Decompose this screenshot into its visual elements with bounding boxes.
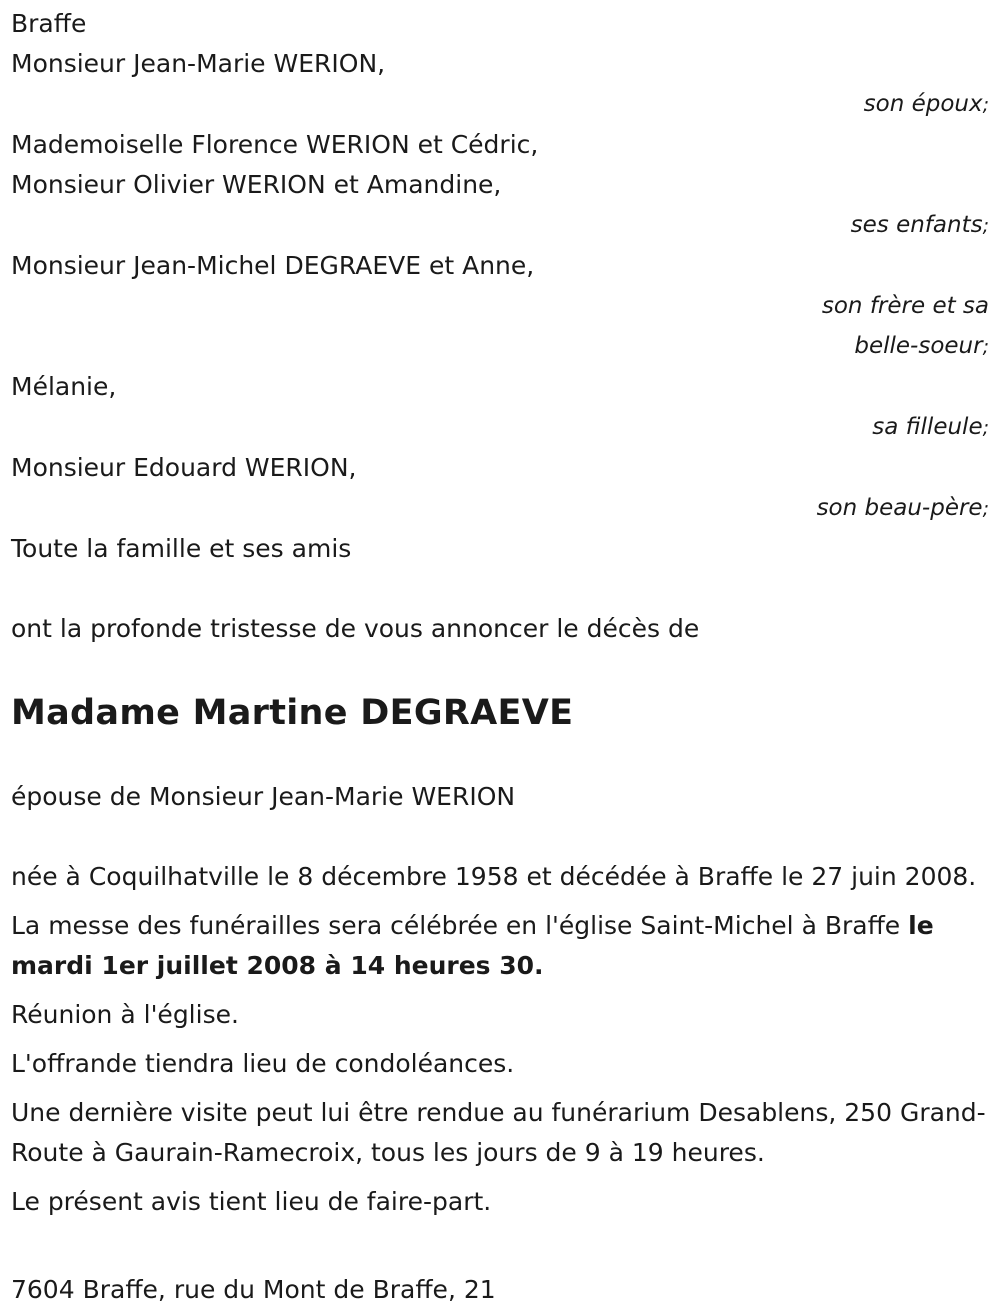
- husband-name: Monsieur Jean-Marie WERION,: [11, 49, 386, 78]
- offering-line: L'offrande tiendra lieu de condoléances.: [11, 1049, 515, 1078]
- address-line: 7604 Braffe, rue du Mont de Braffe, 21: [11, 1275, 496, 1304]
- brother-role-line-2: belle-soeur;: [854, 333, 989, 359]
- mass-paragraph: La messe des funérailles sera célébrée en l'église Saint-Michel à Braffe le mardi 1er juillet 2008 à 14 heures 30.: [11, 911, 934, 980]
- meeting-line: Réunion à l'église.: [11, 1000, 239, 1029]
- father-in-law-role: son beau-père;: [816, 495, 989, 521]
- mass-date: le mardi 1er juillet 2008 à 14 heures 30.: [11, 911, 934, 980]
- children-role: ses enfants;: [850, 212, 989, 238]
- child-1-name: Mademoiselle Florence WERION et Cédric,: [11, 130, 539, 159]
- brother-role-line-1: son frère et sa: [821, 293, 989, 319]
- announcement-intro: ont la profonde tristesse de vous annoncer le décès de: [11, 614, 700, 643]
- others-line: Toute la famille et ses amis: [11, 534, 352, 563]
- brother-name: Monsieur Jean-Michel DEGRAEVE et Anne,: [11, 251, 535, 280]
- goddaughter-role: sa filleule;: [872, 414, 989, 440]
- goddaughter-name: Mélanie,: [11, 372, 117, 401]
- visit-paragraph: Une dernière visite peut lui être rendue au funérarium Desablens, 250 Grand-Route à Gaurain-Ramecroix, tous les jours de 9 à 19 heures.: [11, 1098, 986, 1167]
- spouse-line: épouse de Monsieur Jean-Marie WERION: [11, 782, 516, 811]
- birth-death-line: née à Coquilhatville le 8 décembre 1958 et décédée à Braffe le 27 juin 2008.: [11, 862, 977, 891]
- town-name: Braffe: [11, 9, 87, 38]
- deceased-name: Madame Martine DEGRAEVE: [11, 693, 574, 733]
- child-2-name: Monsieur Olivier WERION et Amandine,: [11, 170, 502, 199]
- notice-line: Le présent avis tient lieu de faire-part.: [11, 1187, 492, 1216]
- father-in-law-name: Monsieur Edouard WERION,: [11, 453, 357, 482]
- husband-role: son époux;: [863, 91, 989, 117]
